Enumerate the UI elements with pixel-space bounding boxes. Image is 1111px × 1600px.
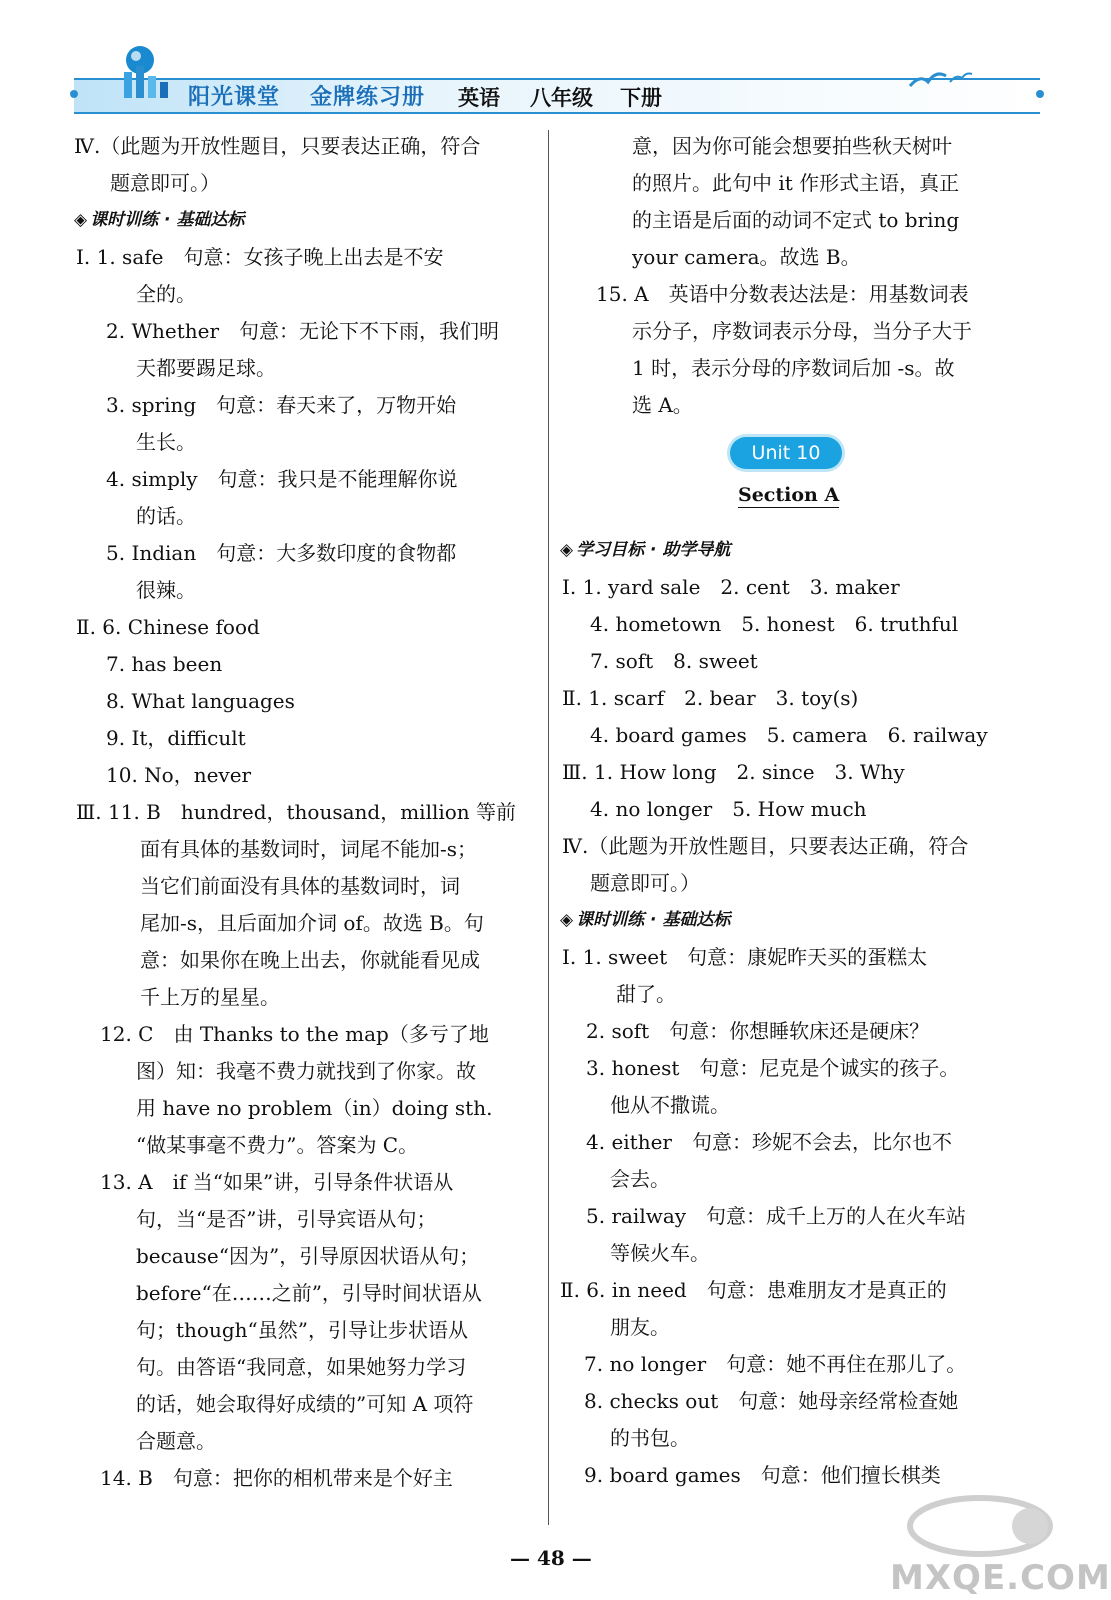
section-heading-label: 课时训练 · 基础达标: [576, 910, 731, 930]
answer-line: 当它们前面没有具体的基数词时，词: [140, 874, 460, 898]
answer-line: 很辣。: [136, 578, 196, 602]
diamond-bullet-icon: ◈: [560, 910, 574, 930]
answer-line: 面有具体的基数词时，词尾不能加-s；: [140, 837, 478, 861]
answer-line: 生长。: [136, 430, 196, 454]
answer-line: 句。由答语“我同意，如果她努力学习: [136, 1355, 467, 1379]
birds-icon: [900, 60, 980, 100]
answer-line: 句；though“虽然”，引导让步状语从: [136, 1318, 468, 1342]
answer-line: 合题意。: [136, 1429, 216, 1453]
answer-line: 12. C 由 Thanks to the map（多亏了地: [100, 1022, 489, 1046]
answer-line: 等候火车。: [610, 1241, 710, 1265]
answer-line: Ⅰ. 1. yard sale 2. cent 3. maker: [562, 575, 900, 599]
watermark-text: MXQE.COM: [890, 1558, 1111, 1598]
column-divider: [548, 130, 549, 1525]
answer-line: Ⅲ. 11. B hundred，thousand，million 等前: [76, 800, 517, 824]
section-heading: [560, 902, 1030, 939]
answer-line: 4. either 句意：珍妮不会去，比尔也不: [586, 1130, 952, 1154]
answer-line: Ⅲ. 1. How long 2. since 3. Why: [562, 760, 905, 784]
answer-line: 的话。: [136, 504, 196, 528]
series-subname: 金牌练习册: [310, 85, 426, 110]
watermark-emblem-icon: [880, 1482, 1080, 1562]
answer-line: 的照片。此句中 it 作形式主语，真正: [632, 171, 960, 195]
answer-line: 15. A 英语中分数表达法是：用基数词表: [596, 282, 969, 306]
diamond-bullet-icon: ◈: [560, 540, 574, 560]
answer-line: 全的。: [136, 282, 196, 306]
answer-line: 7. has been: [106, 652, 223, 676]
answer-line: 句，当“是否”讲，引导宾语从句；: [136, 1207, 437, 1231]
section-heading-label: 课时训练 · 基础达标: [90, 210, 245, 230]
page-header: [0, 0, 1084, 145]
continued-answers: [560, 128, 1030, 424]
answer-line: 4. hometown 5. honest 6. truthful: [590, 612, 959, 636]
grade-label: 八年级: [530, 86, 593, 110]
answer-line: 9. It，difficult: [106, 726, 246, 750]
series-name: 阳光课堂: [188, 85, 281, 110]
section-heading-label: 学习目标 · 助学导航: [576, 540, 731, 560]
answer-line: 示分子，序数词表示分母，当分子大于: [632, 319, 972, 343]
answer-line: 用 have no problem（in）doing sth.: [136, 1096, 493, 1120]
subject-label: 英语: [458, 86, 500, 110]
site-watermark: [880, 1482, 1111, 1600]
answer-line: 2. Whether 句意：无论下不下雨，我们明: [106, 319, 500, 343]
training-answer-list: [560, 939, 1030, 1494]
answer-line: 2. soft 句意：你想睡软床还是硬床？: [586, 1019, 930, 1043]
answer-line: 10. No，never: [106, 763, 252, 787]
answer-line: 4. board games 5. camera 6. railway: [590, 723, 988, 747]
answer-line: 7. no longer 句意：她不再住在那儿了。: [584, 1352, 967, 1376]
answer-line: 题意即可。）: [590, 871, 700, 895]
section-title: Section A: [738, 484, 840, 506]
answer-line: 4. no longer 5. How much: [590, 797, 867, 821]
unit-badge: Unit 10: [730, 437, 842, 469]
answer-line: 8. checks out 句意：她母亲经常检查她: [584, 1389, 959, 1413]
left-column: [74, 128, 544, 1497]
answer-line: 5. Indian 句意：大多数印度的食物都: [106, 541, 457, 565]
answer-line: 的话，她会取得好成绩的”可知 A 项符: [136, 1392, 474, 1416]
answer-line: 甜了。: [616, 982, 676, 1006]
diamond-bullet-icon: ◈: [74, 210, 88, 230]
answer-line: 3. honest 句意：尼克是个诚实的孩子。: [586, 1056, 960, 1080]
open-question-note: [74, 128, 544, 202]
text-line: 题意即可。）: [110, 171, 220, 195]
answer-list: [74, 239, 544, 1497]
right-column: [560, 128, 1030, 424]
right-column-lower: [560, 532, 1030, 1494]
answer-line: 的主语是后面的动词不定式 to bring: [632, 208, 960, 232]
banner-dot-left: [70, 90, 78, 98]
answer-line: “做某事毫不费力”。答案为 C。: [136, 1133, 419, 1157]
answer-line: 图）知：我毫不费力就找到了你家。故: [136, 1059, 476, 1083]
series-logo-icon: [118, 42, 174, 102]
text-line: Ⅳ.（此题为开放性题目，只要表达正确，符合: [74, 134, 481, 158]
answer-line: 5. railway 句意：成千上万的人在火车站: [586, 1204, 967, 1228]
banner-dot-right: [1036, 90, 1044, 98]
answer-line: 7. soft 8. sweet: [590, 649, 758, 673]
answer-line: your camera。故选 B。: [632, 245, 861, 269]
section-heading: [74, 202, 544, 239]
answer-line: Ⅱ. 1. scarf 2. bear 3. toy(s): [562, 686, 859, 710]
page-number: — 48 —: [510, 1546, 592, 1570]
answer-line: 尾加-s，且后面加介词 of。故选 B。句: [140, 911, 484, 935]
answer-line: 3. spring 句意：春天来了，万物开始: [106, 393, 457, 417]
answer-line: 意，因为你可能会想要拍些秋天树叶: [632, 134, 952, 158]
answer-line: Ⅰ. 1. safe 句意：女孩子晚上出去是不安: [76, 245, 444, 269]
answer-line: 会去。: [610, 1167, 670, 1191]
answer-line: 9. board games 句意：他们擅长棋类: [584, 1463, 941, 1487]
answer-line: 他从不撒谎。: [610, 1093, 730, 1117]
section-heading: [560, 532, 1030, 569]
answer-line: Ⅱ. 6. in need 句意：患难朋友才是真正的: [560, 1278, 947, 1302]
answer-line: Ⅰ. 1. sweet 句意：康妮昨天买的蛋糕太: [562, 945, 928, 969]
answer-line: 选 A。: [632, 393, 693, 417]
answer-line: Ⅳ.（此题为开放性题目，只要表达正确，符合: [562, 834, 969, 858]
answer-line: 8. What languages: [106, 689, 295, 713]
answer-line: 的书包。: [610, 1426, 690, 1450]
answer-line: because“因为”，引导原因状语从句；: [136, 1244, 480, 1268]
answer-line: 朋友。: [610, 1315, 670, 1339]
answer-line: 4. simply 句意：我只是不能理解你说: [106, 467, 458, 491]
answer-line: 1 时，表示分母的序数词后加 -s。故: [632, 356, 955, 380]
answer-line: 千上万的星星。: [140, 985, 280, 1009]
answer-line: 天都要踢足球。: [136, 356, 276, 380]
answer-line: 14. B 句意：把你的相机带来是个好主: [100, 1466, 453, 1490]
answer-line: Ⅱ. 6. Chinese food: [76, 615, 260, 639]
volume-label: 下册: [620, 86, 662, 110]
goal-answer-list: [560, 569, 1030, 902]
answer-line: 13. A if 当“如果”讲，引导条件状语从: [100, 1170, 454, 1194]
answer-line: before“在……之前”，引导时间状语从: [136, 1281, 482, 1305]
answer-line: 意：如果你在晚上出去，你就能看见成: [140, 948, 480, 972]
